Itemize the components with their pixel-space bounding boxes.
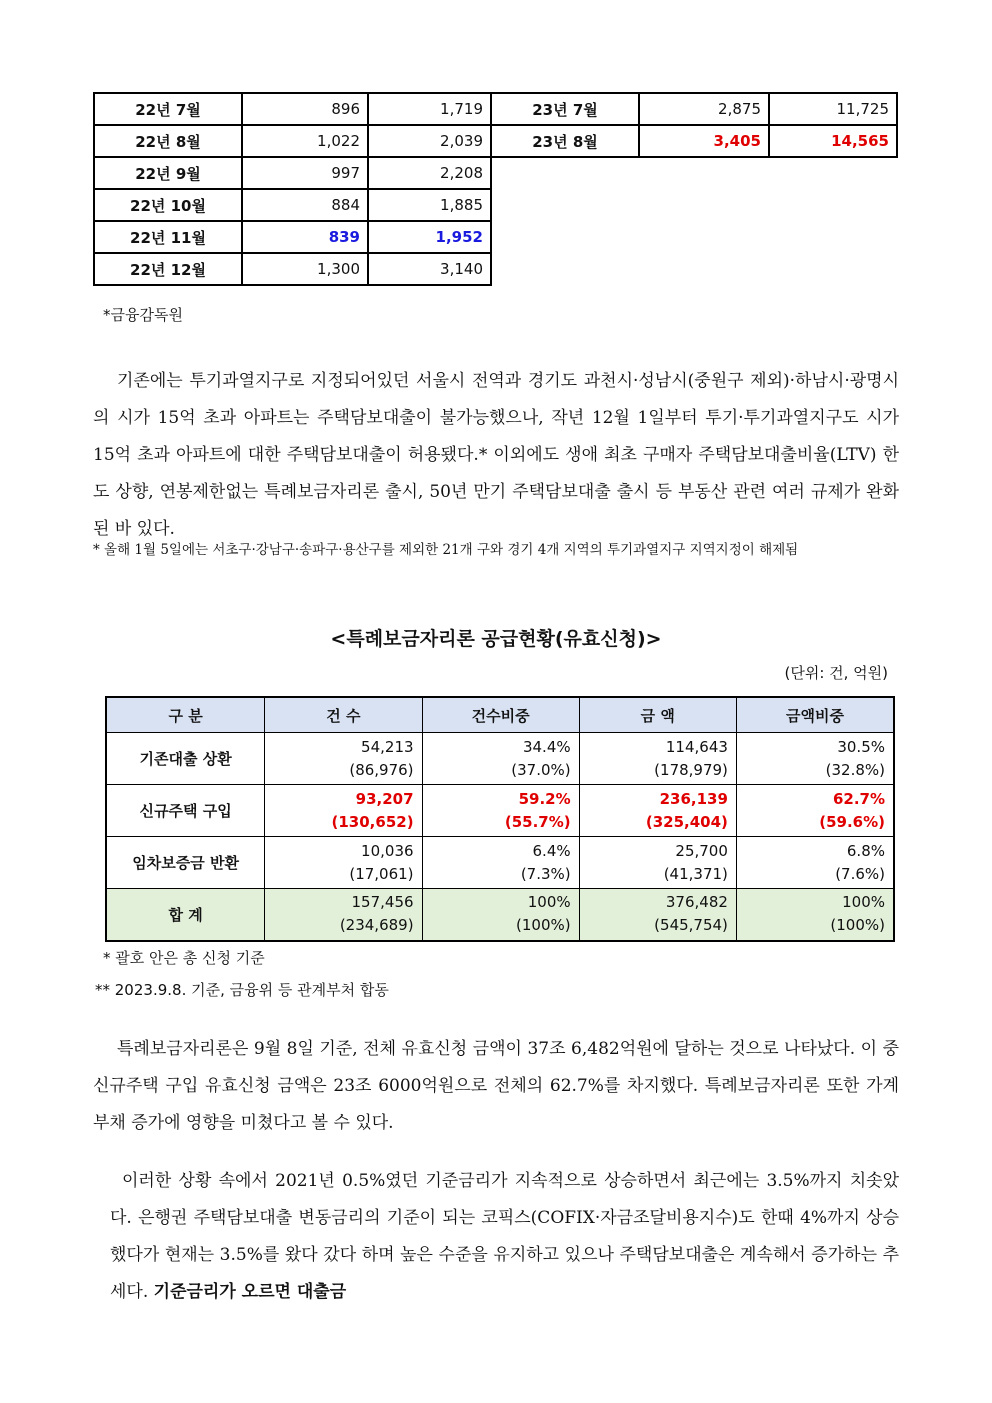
- cell-total: (55.7%): [504, 812, 571, 831]
- cell-total: (17,061): [349, 864, 414, 883]
- cell-value: 1,022: [242, 125, 368, 157]
- column-header: 건 수: [265, 697, 422, 733]
- cell-total: (59.6%): [819, 812, 885, 831]
- cell-value-highlight: 14,565: [769, 125, 897, 157]
- cell-total: (234,689): [339, 916, 414, 935]
- cell-total: (545,754): [654, 916, 728, 935]
- row-label: 23년 7월: [491, 93, 639, 125]
- cell-value: 59.2%: [518, 789, 571, 808]
- count-cell: [265, 733, 422, 785]
- cell-value-highlight: 1,952: [368, 221, 491, 253]
- cell-value: 1,300: [242, 253, 368, 285]
- cell-value: 157,456: [351, 893, 414, 912]
- empty-cell: [491, 189, 897, 221]
- paragraph-text: 특례보금자리론은 9월 8일 기준, 전체 유효신청 금액이 37조 6,482억원에 달하는 것으로 나타났다. 이 중 신규주택 구입 유효신청 금액은 23조 6000억원으로 전체의 62.7%를 차지했다. 특례보금자리론 또한 가계부채 증가에 영향을 미쳤다고 볼 수 있다.: [93, 1039, 899, 1133]
- amount-cell: [579, 889, 736, 941]
- row-label: 22년 7월: [94, 93, 242, 125]
- row-label: 22년 10월: [94, 189, 242, 221]
- cell-value: 62.7%: [832, 789, 885, 808]
- cell-total: (37.0%): [511, 760, 571, 779]
- cell-value: 2,875: [639, 93, 769, 125]
- cell-value: 376,482: [665, 893, 728, 912]
- cell-total: (130,652): [331, 812, 414, 831]
- paragraph-bold: 기준금리가 오르면 대출금: [153, 1282, 347, 1302]
- row-label: 기존대출 상환: [106, 733, 265, 785]
- row-label: 임차보증금 반환: [106, 837, 265, 889]
- row-label: 합 계: [106, 889, 265, 941]
- column-header: 구 분: [106, 697, 265, 733]
- cell-total: (100%): [516, 916, 571, 935]
- cell-value: 896: [242, 93, 368, 125]
- cell-value: 100%: [842, 893, 885, 912]
- count-cell: [265, 785, 422, 837]
- monthly-table: [93, 92, 898, 286]
- cell-value: 114,643: [665, 737, 728, 756]
- cell-total: (178,979): [654, 760, 728, 779]
- amount-share-cell: [736, 733, 894, 785]
- cell-value: 34.4%: [522, 737, 571, 756]
- row-label: 22년 9월: [94, 157, 242, 189]
- empty-cell: [491, 157, 897, 189]
- amount-cell: [579, 785, 736, 837]
- table-footnote: ** 2023.9.8. 기준, 금융위 등 관계부처 합동: [95, 981, 389, 999]
- cell-value: 884: [242, 189, 368, 221]
- cell-value: 1,885: [368, 189, 491, 221]
- row-label: 22년 8월: [94, 125, 242, 157]
- paragraph-3: [110, 1163, 899, 1311]
- table-footnote: * 괄호 안은 총 신청 기준: [103, 949, 265, 967]
- cell-total: (100%): [830, 916, 885, 935]
- cell-value: 2,208: [368, 157, 491, 189]
- table-row: [94, 253, 897, 285]
- paragraph-text: 기존에는 투기과열지구로 지정되어있던 서울시 전역과 경기도 과천시·성남시(중원구 제외)·하남시·광명시의 시가 15억 초과 아파트는 주택담보대출이 불가능했으나, 작년 12월 1일부터 투기·투기과열지구도 시가 15억 초과 아파트에 대한 주택담보대출이 허용됐다.* 이외에도 생애 최초 구매자 주택담보대출비율(LTV) 한도 상향, 연봉제한없는 특례보금자리론 출시, 50년 만기 주택담보대출 출시 등 부동산 관련 여러 규제가 완화된 바 있다.: [93, 371, 899, 539]
- cell-value: 100%: [527, 893, 571, 912]
- cell-value: 25,700: [675, 841, 728, 860]
- cell-value: 2,039: [368, 125, 491, 157]
- row-label: 22년 11월: [94, 221, 242, 253]
- table-row: [106, 785, 894, 837]
- supply-table: [105, 696, 895, 942]
- empty-cell: [491, 253, 897, 285]
- unit-label: (단위: 건, 억원): [784, 664, 888, 682]
- cell-value: 54,213: [361, 737, 414, 756]
- row-label: 신규주택 구입: [106, 785, 265, 837]
- cell-value: 1,719: [368, 93, 491, 125]
- count-cell: [265, 837, 422, 889]
- footnote: * 올해 1월 5일에는 서초구·강남구·송파구·용산구를 제외한 21개 구와 경기 4개 지역의 투기과열지구 지역지정이 해제됨: [93, 542, 799, 558]
- paragraph-text: [110, 1163, 899, 1311]
- count-share-cell: [422, 785, 579, 837]
- table-row: [106, 733, 894, 785]
- cell-total: (7.3%): [520, 864, 571, 883]
- cell-total: (86,976): [349, 760, 414, 779]
- cell-value: 11,725: [769, 93, 897, 125]
- cell-total: (7.6%): [835, 864, 885, 883]
- table-row: [94, 157, 897, 189]
- cell-total: (41,371): [663, 864, 728, 883]
- column-header: 건수비중: [422, 697, 579, 733]
- amount-share-cell: [736, 785, 894, 837]
- count-share-cell: [422, 837, 579, 889]
- table-row: [106, 837, 894, 889]
- column-header: 금액비중: [736, 697, 894, 733]
- column-header: 금 액: [579, 697, 736, 733]
- cell-value: 236,139: [659, 789, 728, 808]
- amount-cell: [579, 837, 736, 889]
- cell-value: 6.4%: [532, 841, 571, 860]
- table-row: [94, 189, 897, 221]
- amount-cell: [579, 733, 736, 785]
- cell-value: 10,036: [361, 841, 414, 860]
- table-title: <특례보금자리론 공급현황(유효신청)>: [330, 628, 662, 650]
- count-cell: [265, 889, 422, 941]
- cell-value: 6.8%: [846, 841, 885, 860]
- cell-value: 997: [242, 157, 368, 189]
- source-note: *금융감독원: [103, 306, 183, 324]
- count-share-cell: [422, 889, 579, 941]
- cell-total: (325,404): [645, 812, 728, 831]
- header-row: [106, 697, 894, 733]
- table-row: [94, 93, 897, 125]
- cell-total: (32.8%): [825, 760, 885, 779]
- cell-value-highlight: 3,405: [639, 125, 769, 157]
- cell-value-highlight: 839: [242, 221, 368, 253]
- empty-cell: [491, 221, 897, 253]
- row-label: 23년 8월: [491, 125, 639, 157]
- paragraph-1: [93, 363, 899, 548]
- amount-share-cell: [736, 837, 894, 889]
- paragraph-2: [93, 1031, 899, 1142]
- cell-value: 30.5%: [837, 737, 885, 756]
- paragraph-body: 이러한 상황 속에서 2021년 0.5%였던 기준금리가 지속적으로 상승하면서 최근에는 3.5%까지 치솟았다. 은행권 주택담보대출 변동금리의 기준이 되는 코픽스(COFIX·자금조달비용지수)도 한때 4%까지 상승했다가 현재는 3.5%를 왔다 갔다 하며 높은 수준을 유지하고 있으나 주택담보대출은 계속해서 증가하는 추세다.: [110, 1171, 899, 1302]
- table-row: [94, 221, 897, 253]
- table-row: [94, 125, 897, 157]
- cell-value: 93,207: [355, 789, 414, 808]
- cell-value: 3,140: [368, 253, 491, 285]
- count-share-cell: [422, 733, 579, 785]
- row-label: 22년 12월: [94, 253, 242, 285]
- total-row: [106, 889, 894, 941]
- amount-share-cell: [736, 889, 894, 941]
